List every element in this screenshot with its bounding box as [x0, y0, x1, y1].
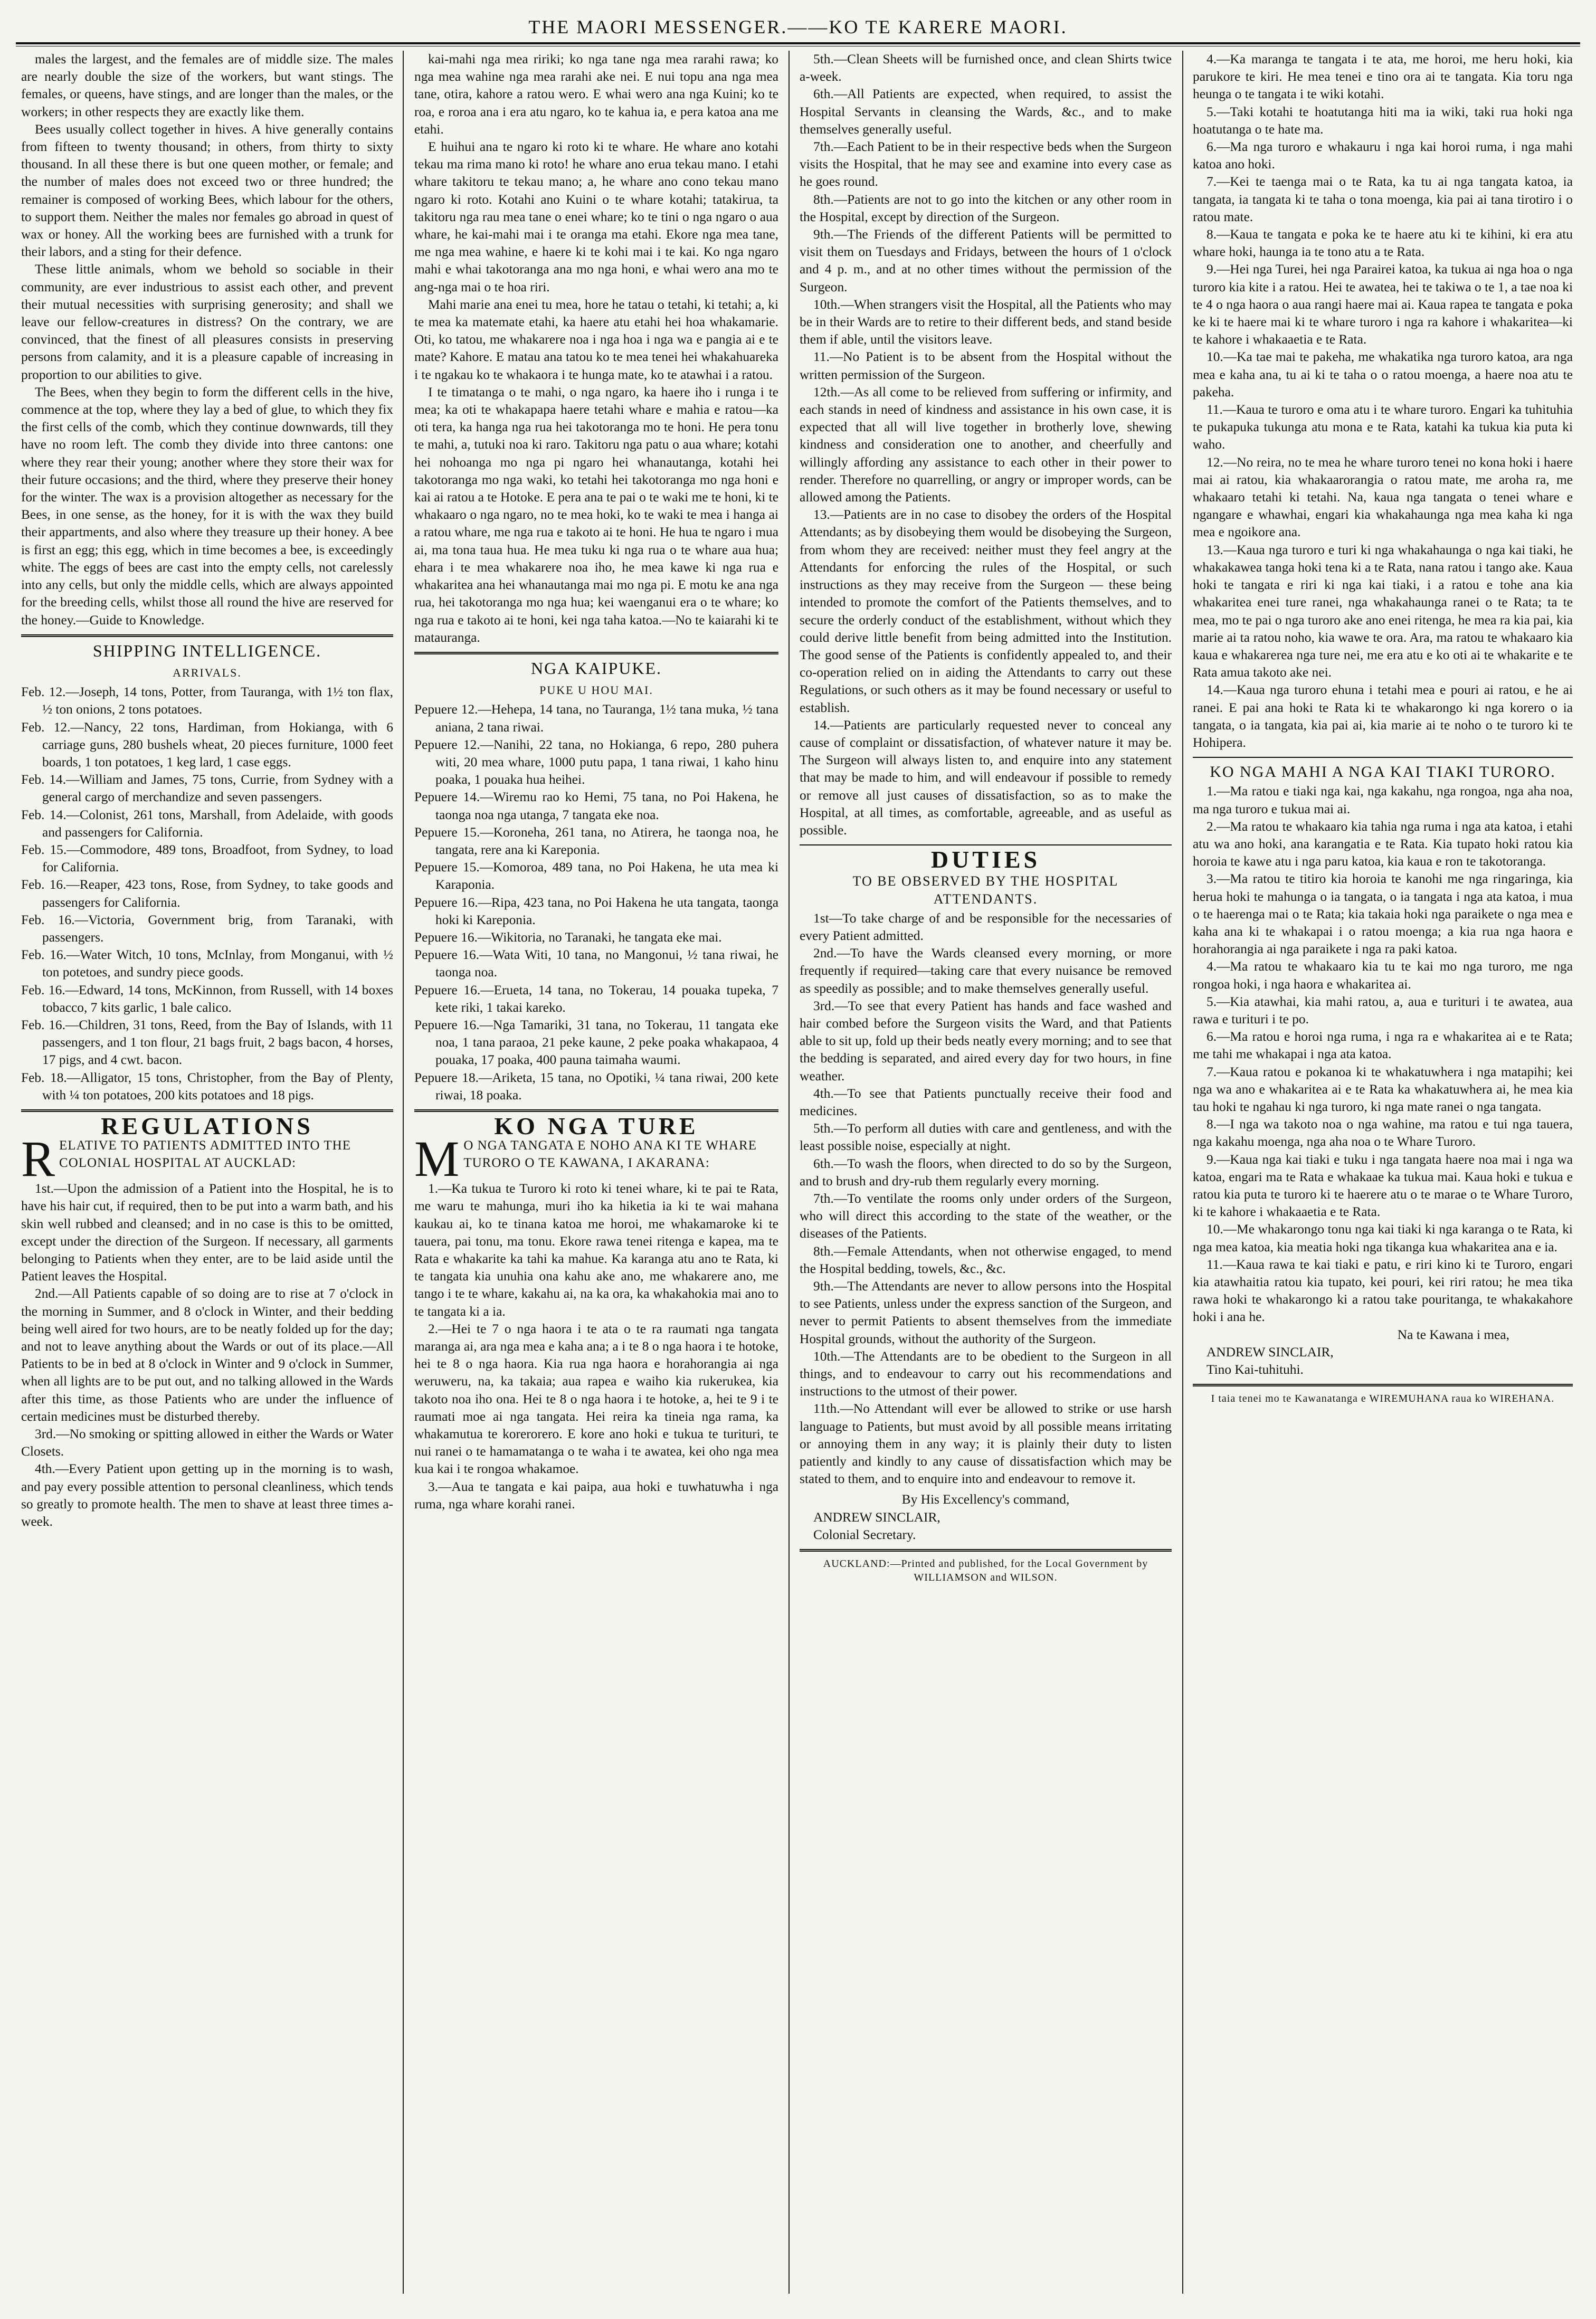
- list-item: 1.—Ma ratou e tiaki nga kai, nga kakahu, nga rongoa, nga aha noa, ma nga turoro e tukua mai ai.: [1193, 784, 1573, 816]
- column-4: [1193, 51, 1573, 1405]
- paragraph: Mahi marie ana enei tu mea, hore he tatau o tetahi, ki tetahi; a, ki te mea ka matemate etahi, ka haere atu etahi hei hoa whakamarie. Oti, ko tatou, me whakarere noa i nga hoa i nga wa e pangia ai e te mate? Kahore. E matau ana tatou ko te mea tenei hei whakahuareka i te ngakau ko te whakaora i te hunga mate, ko te atawhai i a ratou.: [414, 297, 778, 382]
- list-item: 1.—Ka tukua te Turoro ki roto ki tenei whare, ki te pai te Rata, me waru te mahunga, muri iho ka hiketia ia ki te wai mahana kaukau ai, ko te tinana katoa me horoi, me whakamaroke ki te tauera, pai tonu, ma tonu. Ekore rawa tenei ritenga e kapea, ma te Rata e whakarite ka tahi ka mahue. Ka karanga atu ano te Rata, ki te tangata kia unuhia ona kahu ake ano, me whakarere ano, me tango i te te whare, kakahu ai, na ka ora, ka whakahokia mai ano to te tangata ki a ia.: [414, 1181, 778, 1319]
- column-divider: [1182, 51, 1183, 2294]
- footer-rule: [1193, 1384, 1573, 1386]
- list-item: 11th.—No Attendant will ever be allowed to strike or use harsh language to Patients, but must avoid by all possible means irritating or annoying them in any way; it is plainly their duty to listen patiently and kindly to any cause of dissatisfaction which may be stated to them, and to enquire into and endeavour to remove it.: [800, 1401, 1172, 1487]
- ture-list: [414, 1180, 778, 1513]
- list-item: Pepuere 16.—Ripa, 423 tana, no Poi Hakena he uta tangata, taonga hoki ki Kareponia.: [414, 895, 778, 927]
- list-item: 10.—Ka tae mai te pakeha, me whakatika nga turoro katoa, ara nga mea e kaha ana, tu ai ki te taha o o ratou moenga, a haere noa atu te pakeha.: [1193, 349, 1573, 400]
- list-item: 11.—Kaua rawa te kai tiaki e patu, e riri kino ki te Turoro, engari kia atawhaitia ratou kia tupato, kei pouri, kei riri ratou; he mea tika rawa hoki te whakarongo ki a ratou take pouritanga, te whakakahore hoki i ana he.: [1193, 1257, 1573, 1325]
- paragraph: These little animals, whom we behold so sociable in their community, are ever industrious to assist each other, and prevent their mutual necessities with surprising generosity; and shall we leave our fellow-creatures in distress? On the contrary, we are convinced, that the finest of all pleasures consists in preserving persons from calamity, and it is a pleasure capable of increasing in proportion to our abilities to give.: [21, 262, 393, 382]
- list-item: 1st.—Upon the admission of a Patient into the Hospital, he is to have his hair cut, if required, then to be put into a warm bath, and his skin well rubbed and cleansed; and in no case is this to be omitted, except under the direction of the Surgeon. If necessary, all garments belonging to Patients when they enter, are to be laid aside until the Patient leaves the Hospital.: [21, 1181, 393, 1284]
- list-item: 8.—Kaua te tangata e poka ke te haere atu ki te kihini, ki era atu whare hoki, haunga ia te tono atu a te Rata.: [1193, 227, 1573, 260]
- list-item: Pepuere 12.—Hehepa, 14 tana, no Tauranga, 1½ tana muka, ½ tana aniana, 2 tana riwai.: [414, 702, 778, 735]
- duties-heading: DUTIES: [930, 846, 1041, 873]
- list-item: 4th.—To see that Patients punctually receive their food and medicines.: [800, 1086, 1172, 1118]
- list-item: 3rd.—No smoking or spitting allowed in either the Wards or Water Closets.: [21, 1427, 393, 1459]
- paragraph: Bees usually collect together in hives. A hive generally contains from fifteen to twenty thousand; in others, from thirty to sixty thousand. In all these there is but one queen mother, or female; and the number of males does not exceed two or three hundred; the remainer is composed of working Bees, which labour for the others, to support them. Neither the males nor females go abroad in quest of wax or honey. All the working bees are furnished with a trunk for their labors, and a sting for their defence.: [21, 121, 393, 260]
- list-item: 11.—Kaua te turoro e oma atu i te whare turoro. Engari ka tuhituhia te pukapuka tukunga atu mona e te Rata, katahi ka tukua kia puta ki waho.: [1193, 402, 1573, 452]
- list-item: 6th.—To wash the floors, when directed to do so by the Surgeon, and to brush and dry-rub them regularly every morning.: [800, 1156, 1172, 1189]
- list-item: 8.—I nga wa takoto noa o nga wahine, ma ratou e tui nga tauera, nga kakahu moenga, nga aha noa o te Whare Turoro.: [1193, 1117, 1573, 1149]
- list-item: Feb. 14.—William and James, 75 tons, Currie, from Sydney with a general cargo of merchandize and seven passengers.: [21, 772, 393, 805]
- list-item: 11.—No Patient is to be absent from the Hospital without the written permission of the Surgeon.: [800, 349, 1172, 382]
- list-item: 2nd.—All Patients capable of so doing are to rise at 7 o'clock in the morning in Summer, and 8 o'clock in Winter, and their bedding being well aired for two hours, are to be neatly folded up for the day; and not to leave anything about the Wards or out of its place.—All Patients to be in bed at 8 o'clock in Winter and 9 o'clock in Summer, when all lights are to be put out, and no talking allowed in the Wards after this time, as those Patients who are under the influence of certain medicines must be disturbed thereby.: [21, 1286, 393, 1424]
- list-item: Pepuere 16.—Wikitoria, no Taranaki, he tangata eke mai.: [414, 929, 722, 945]
- list-item: Feb. 16.—Victoria, Government brig, from Taranaki, with passengers.: [21, 912, 393, 945]
- bees-article: [21, 51, 393, 629]
- list-item: Feb. 15.—Commodore, 489 tons, Broadfoot, from Sydney, to load for California.: [21, 842, 393, 875]
- list-item: 9th.—The Friends of the different Patients will be permitted to visit them on Tuesdays and Fridays, between the hours of 1 o'clock and 4 p. m., and at no other times without the permission of the Surgeon.: [800, 227, 1172, 294]
- list-item: 4th.—Every Patient upon getting up in the morning is to wash, and pay every possible attention to personal cleanliness, which tends so greatly to promote health. The men to shave at least three times a-week.: [21, 1461, 393, 1529]
- drop-cap: R: [21, 1137, 55, 1181]
- ture-subtitle: O NGA TANGATA E NOHO ANA KI TE WHARE TURORO O TE KAWANA, I AKARANA:: [463, 1138, 757, 1171]
- imprint: I taia tenei mo te Kawanatanga e WIREMUHANA raua ko WIREHANA.: [1211, 1393, 1555, 1405]
- regulations-heading: REGULATIONS: [101, 1112, 314, 1139]
- paragraph: The Bees, when they begin to form the different cells in the hive, commence at the top, where they lay a bed of glue, to which they fix the first cells of the comb, which they continue downwards, till they have no room left. The comb they divide into three cantons: one where they rear their young; another where they store their wax for their future occasions; and the third, where they preserve their honey for the winter. The wax is a provision altogether as necessary for the Bees, in one sense, as the honey, for it is with the wax they build their appartments, and also where they treasure up their honey. A bee is first an egg; this egg, which in time becomes a bee, is exceedingly white. The eggs of bees are cast into the empty cells, not carelessly into any cells, but only the middle cells, which are always appointed for the breeding cells, whilst those all round the hive are reserved for the honey.—Guide to Knowledge.: [21, 384, 393, 628]
- column-divider: [403, 51, 404, 2294]
- list-item: 10th.—The Attendants are to be obedient to the Surgeon in all things, and to endeavour to carry out his recommendations and instructions to the utmost of their power.: [800, 1348, 1172, 1399]
- list-item: Pepuere 15.—Koroneha, 261 tana, no Atirera, he taonga noa, he tangata, rere ana ki Kareponia.: [414, 824, 778, 857]
- list-item: 4.—Ma ratou te whakaaro kia tu te kai mo nga turoro, me nga rongoa hoki, i nga haora e whakaritea ai.: [1193, 959, 1573, 992]
- list-item: 5th.—Clean Sheets will be furnished once, and clean Shirts twice a-week.: [800, 52, 1172, 84]
- regulations-subtitle: ELATIVE TO PATIENTS ADMITTED INTO THE COLONIAL HOSPITAL AT AUCKLAD:: [59, 1138, 351, 1171]
- list-item: 13.—Patients are in no case to disobey the orders of the Hospital Attendants; as by disobeying them would be disobeying the Surgeon, from whom they are received: neither must they feel angry at the Attendants for enforcing the rules of the Hospital, or such instructions as they may receive from the Surgeon — these being intended to promote the comfort of the Patients themselves, and to secure the orderly conduct of the establishment, without which they could derive little benefit from being admitted into the Institution. The good sense of the Patients is confidently appealed to, and their co-operation relied on in aiding the Attendants to carry out these Regulations, or such others as it may be found necessary or useful to establish.: [800, 507, 1172, 715]
- mahi-heading: KO NGA MAHI A NGA KAI TIAKI TURORO.: [1210, 763, 1556, 781]
- mahi-list: [1193, 783, 1573, 1326]
- list-item: 7th.—Each Patient to be in their respective beds when the Surgeon visits the Hospital, that he may see and examine into every case as he goes round.: [800, 139, 1172, 189]
- list-item: 8th.—Patients are not to go into the kitchen or any other room in the Hospital, except by direction of the Surgeon.: [800, 192, 1172, 224]
- list-item: Pepuere 12.—Nanihi, 22 tana, no Hokianga, 6 repo, 280 puhera witi, 20 mea whare, 1000 putu papa, 1 tana riwai, 1 kaho hinu poaka, 1 pouaka hua heihei.: [414, 737, 778, 787]
- closing-line: Na te Kawana i mea,: [1397, 1327, 1509, 1342]
- kaipuke-label: PUKE U HOU MAI.: [539, 683, 653, 697]
- list-item: 9.—Hei nga Turei, hei nga Parairei katoa, ka tukua ai nga hoa o nga turoro kia kite i a ratou. Hei te awatea, hei te takiwa o te 1, a tae noa ki te 4 o nga haora o aua rangi haere mai ai. Kaua rapea te tangata e poka ke ki te haere mai ki te whare turoro i nga ra kahore i whakaritea—ki te kahore i whakaaetia e te Rata.: [1193, 262, 1573, 347]
- list-item: 4.—Ka maranga te tangata i te ata, me horoi, me heru hoki, kia parukore te kiri. He mea tenei e tino ora ai te tangata. Kia toru nga heunga o te tangata i te wiki kotahi.: [1193, 52, 1573, 102]
- list-item: Feb. 16.—Reaper, 423 tons, Rose, from Sydney, to take goods and passengers for California.: [21, 877, 393, 910]
- arrivals-list: [21, 683, 393, 1104]
- list-item: 7.—Kei te taenga mai o te Rata, ka tu ai nga tangata katoa, ia tangata, ia tangata ki te taha o tona moenga, kia pai ai tana tirotiro i o ratou mate.: [1193, 174, 1573, 224]
- header-rule: [16, 42, 1580, 46]
- list-item: 9.—Kaua nga kai tiaki e tuku i nga tangata haere noa mai i nga wa katoa, engari ma te Rata e whakaae ka tukua mai. Kaua hoki e tukua e ratou kia puta te turoro ki te haerere atu o te marae o te Whare Turoro, ki te kahore i whakaaetia e te Rata.: [1193, 1152, 1573, 1220]
- list-item: 5.—Kia atawhai, kia mahi ratou, a, aua e turituri i te awatea, aua rawa e turituri i te po.: [1193, 994, 1573, 1027]
- regulations-list: [21, 1180, 393, 1531]
- duties-list: [800, 910, 1172, 1488]
- column-1: [21, 51, 393, 1531]
- list-item: Pepuere 16.—Wata Witi, 10 tana, no Mangonui, ½ tana riwai, he taonga noa.: [414, 947, 778, 980]
- column-divider: [788, 51, 790, 2294]
- paragraph: males the largest, and the females are of middle size. The males are nearly double the size of the workers, but want stings. The females, or queens, have stings, and are longer than the males, or the workers; in other respects they are exactly like them.: [21, 52, 393, 119]
- footer-rule: [800, 1549, 1172, 1552]
- list-item: 8th.—Female Attendants, when not otherwise engaged, to mend the Hospital bedding, towels, &c., &c.: [800, 1243, 1172, 1276]
- list-item: Feb. 16.—Water Witch, 10 tons, McInlay, from Monganui, with ½ ton potetoes, and sundry piece goods.: [21, 947, 393, 980]
- list-item: Feb. 12.—Nancy, 22 tons, Hardiman, from Hokianga, with 6 carriage guns, 280 bushels wheat, 20 pieces furniture, 1000 feet boards, 1 ton potatoes, 1 keg lard, 1 case eggs.: [21, 719, 393, 769]
- list-item: 14.—Patients are particularly requested never to conceal any cause of complaint or dissatisfaction, of whatever nature it may be. The Surgeon will always listen to, and enquire into any statement that may be made to him, and will endeavour if possible to remedy or remove all just causes of dissatisfaction, so as to make the Hospital, at all times, as comfortable, agreeable, and as useful as possible.: [800, 717, 1172, 838]
- list-item: 10.—Me whakarongo tonu nga kai tiaki ki nga karanga o te Rata, ki nga mea katoa, kia meatia hoki nga tikanga kua whakaritea ana e ia.: [1193, 1222, 1573, 1254]
- list-item: 6.—Ma nga turoro e whakauru i nga kai horoi ruma, i nga mahi katoa ano hoki.: [1193, 139, 1573, 172]
- signature-title: Colonial Secretary.: [813, 1527, 916, 1542]
- list-item: 12.—No reira, no te mea he whare turoro tenei no kona hoki i haere mai ai ratou, kia whakaarorangia o ratou mate, me aroha ra, me whakaaro tetahi ki tetahi. Na, kaua nga tangata o tenei whare e ngangare e whawhai, engari kia whakahaunga nga mea kaha ki nga mea e ngoikore ana.: [1193, 454, 1573, 540]
- regulations-continued: [800, 51, 1172, 839]
- kaipuke-heading: NGA KAIPUKE.: [531, 658, 662, 678]
- paragraph: E huihui ana te ngaro ki roto ki te whare. He whare ano kotahi tekau ma rima mano ki roto! he whare ano erua tekau mano. I etahi whare takitoru te tekau mano; a, he whare ano cono tekau mano ngaro ki roto. Kotahi ano Kuini o te whare kotahi; tatakirua, ta takitoru nga rau mea tane o enei whare; ko te tini o nga ngaro o aua whare, he kai-mahi mai i te oranga ma etahi. Ekore nga mea tane, me nga mea wahine, e haere ki te kohi mai i te kai. Ko nga ngaro mahi e whai takotoranga ana mo nga honi, e whai wero ana mo te ang-nga mai o te hoa riri.: [414, 139, 778, 294]
- maori-bees-article: [414, 51, 778, 647]
- paragraph: I te timatanga o te mahi, o nga ngaro, ka haere iho i runga i te mea; ka oti te whakapapa haere tetahi whare e mahia e ratou—ka oti tera, ka hanga nga rua hei takotoranga mo te honi. He pera tonu te mahi, a, tutuki noa ki raro. Takitoru nga patu o aua whare; kotahi hei nohoanga mo nga pi ngaro hei whanautanga, kotahi hei takotoranga mo nga waki, ko tetahi hei takotoranga mo nga honi e kai ai ratou a te Hotoke. E pera ana te pai o te waki me te honi, ki te whakaaro o nga ngaro, no te mea hoki, ko te waki te mea i hanga ai a ratou whare, me nga rua e takoto ai te honi. He hua te ngaro i mua ai, ma tona taua hua. He mea tuku ki nga rua o te whare aua hua; ehara i te mea whakarere noa iho, he mea kawe ki nga rua e whakaritea ana hei whanautanga mai mo nga pi. E motu ke ana nga rua, hei takotoranga mo nga hua; kei waenganui era o te whare; ko nga rua e takoto ai te honi, kei nga taha katoa.—No te kaiarahi ki te matauranga.: [414, 384, 778, 645]
- list-item: 10th.—When strangers visit the Hospital, all the Patients who may be in their Wards are to retire to their different beds, and stand beside them if able, until the visitors leave.: [800, 297, 1172, 347]
- section-rule: [21, 1109, 393, 1112]
- list-item: 5.—Taki kotahi te hoatutanga hiti ma ia wiki, taki rua hoki nga hoatutanga o te hate ma.: [1193, 104, 1573, 137]
- section-rule: [800, 844, 1172, 845]
- list-item: Pepuere 18.—Ariketa, 15 tana, no Opotiki, ¼ tana riwai, 200 kete riwai, 18 poaka.: [414, 1070, 778, 1103]
- list-item: Feb. 12.—Joseph, 14 tons, Potter, from Tauranga, with 1½ ton flax, ½ ton onions, 2 tons potatoes.: [21, 685, 393, 717]
- column-3: [800, 51, 1172, 1584]
- ture-continued: [1193, 51, 1573, 752]
- list-item: 2.—Hei te 7 o nga haora i te ata o te ra raumati nga tangata maranga ai, ara nga mea e kaha ana; a i te 8 o nga haora i te hotoke, hei te 8 o nga haora. Kia rua nga haora e horahorangia ai nga weruweru, na, ka takaia; aua rapea e waiho kia rukerukea, kia takoto noa iho ona. Hei te 8 o nga haora i te hotoke, a, hei te 9 i te raumati moe ai nga tangata. Hei reira ka tineia nga rama, ka whakamutua te korerorero. E kore ano hoki e tukua te turituri, te nui ranei o te hamamatanga o te waha i te awatea, kei oho nga mea kua kai i te rongoa whakamoe.: [414, 1321, 778, 1477]
- list-item: 14.—Kaua nga turoro ehuna i tetahi mea e pouri ai ratou, e he ai ranei. E pai ana hoki te Rata ki te whakarongo ki nga korero o ia tangata, o ia tangata, kia pai ai, kia marie ai te noho o te turoro ki te Hohipera.: [1193, 682, 1573, 750]
- command-line: By His Excellency's command,: [901, 1492, 1070, 1507]
- kaipuke-list: [414, 701, 778, 1104]
- column-2: [414, 51, 778, 1513]
- section-rule: [414, 1109, 778, 1112]
- list-item: Feb. 18.—Alligator, 15 tons, Christopher, from the Bay of Plenty, with ¼ ton potatoes, 200 kits potatoes and 18 pigs.: [21, 1070, 393, 1103]
- list-item: 9th.—The Attendants are never to allow persons into the Hospital to see Patients, unless under the express sanction of the Surgeon, and never to permit Patients to absent themselves from the immediate Hospital grounds, without the authority of the Surgeon.: [800, 1279, 1172, 1346]
- section-rule: [414, 652, 778, 654]
- regulations-subtitle-block: [21, 1137, 393, 1180]
- section-rule: [1193, 757, 1573, 758]
- signature-name: ANDREW SINCLAIR,: [813, 1509, 940, 1525]
- list-item: Feb. 16.—Children, 31 tons, Reed, from the Bay of Islands, with 11 passengers, and 1 ton flour, 21 bags fruit, 2 bags bacon, 4 horses, 17 pigs, and 4 cwt. bacon.: [21, 1017, 393, 1068]
- list-item: 3.—Aua te tangata e kai paipa, aua hoki e tuwhatuwha i nga ruma, nga whare korahi ranei.: [414, 1479, 778, 1512]
- paragraph: kai-mahi nga mea ririki; ko nga tane nga mea rarahi rawa; ko nga mea wahine nga mea rarahi ake nei. E nui topu ana nga mea tane, otira, kahore a ratou wero. E whai wero ana nga Kuini; ko te roa, e roroa ana i era atu ngaro, ko te kahua ia, e pera katoa ana me etahi.: [414, 52, 778, 137]
- section-rule: [21, 634, 393, 637]
- list-item: 2.—Ma ratou te whakaaro kia tahia nga ruma i nga ata katoa, i etahi atu wa ano hoki, ana karangatia e te Rata. Kia tupato hoki ratou kia horoia te kawe atu i nga paru katoa, kia kaua e ron te takotoranga.: [1193, 819, 1573, 869]
- signature-title: Tino Kai-tuhituhi.: [1206, 1362, 1304, 1377]
- list-item: 2nd.—To have the Wards cleansed every morning, or more frequently if required—taking care that every nuisance be removed as speedily as possible; and to make themselves generally useful.: [800, 946, 1172, 996]
- list-item: Pepuere 16.—Nga Tamariki, 31 tana, no Tokerau, 11 tangata eke noa, 1 tana paraoa, 21 peke kaune, 2 peke poaka whakapaoa, 4 pouaka, 17 poaka, 400 pauna taimaha waumi.: [414, 1017, 778, 1068]
- ture-heading: KO NGA TURE: [494, 1112, 699, 1139]
- list-item: 6.—Ma ratou e horoi nga ruma, i nga ra e whakaritea ai e te Rata; me tahi me whakapai i nga ata katoa.: [1193, 1029, 1573, 1062]
- list-item: 7.—Kaua ratou e pokanoa ki te whakatuwhera i nga matapihi; kei nga wa ano e whakaritea ai e te Rata ka whakatuwhera ai, he mea kia tau hoki te ngahau ki nga turoro, ki nga mate ranei o nga tangata.: [1193, 1064, 1573, 1114]
- signature-name: ANDREW SINCLAIR,: [1206, 1344, 1334, 1360]
- masthead: THE MAORI MESSENGER.——KO TE KARERE MAORI.: [528, 16, 1068, 37]
- list-item: 12th.—As all come to be relieved from suffering or infirmity, and each stands in need of kindness and assistance in his own case, it is expected that all will live together in brotherly love, shewing kindness and consideration one to another, and cheerfully and willingly affording any assistance to each other in their power to render. Therefore no quarrelling, or angry or improper words, can be allowed among the Patients.: [800, 384, 1172, 505]
- ture-subtitle-block: [414, 1137, 778, 1180]
- duties-subtitle: TO BE OBSERVED BY THE HOSPITAL ATTENDANTS.: [852, 873, 1119, 907]
- list-item: 3.—Ma ratou te titiro kia horoia te kanohi me nga ringaringa, kia herua hoki te mahunga o ia tangata, o ia tangata i nga ata katoa, i mua o te haerenga mai o te Rata; kia takaia hoki nga paraikete o nga mea e kaha ana ki te whakapai i o ratou moenga; a kia rua nga haora e horahorangia ai nga paraikete i nga ra paki katoa.: [1193, 871, 1573, 957]
- shipping-heading: SHIPPING INTELLIGENCE.: [92, 641, 322, 660]
- list-item: Pepuere 15.—Komoroa, 489 tana, no Poi Hakena, he uta mea ki Karaponia.: [414, 860, 778, 892]
- list-item: 7th.—To ventilate the rooms only under orders of the Surgeon, who will direct this according to the state of the weather, or the diseases of the Patients.: [800, 1191, 1172, 1241]
- list-item: 6th.—All Patients are expected, when required, to assist the Hospital Servants in cleansing the Wards, &c., and to make themselves generally useful.: [800, 87, 1172, 137]
- list-item: 5th.—To perform all duties with care and gentleness, and with the least possible noise, especially at night.: [800, 1121, 1172, 1154]
- list-item: 3rd.—To see that every Patient has hands and face washed and hair combed before the Surgeon visits the Ward, and that Patients able to sit up, fold up their beds neatly every morning; and to see that the bedding is separated, and aired every day for two hours, in fine weather.: [800, 998, 1172, 1084]
- arrivals-label: ARRIVALS.: [173, 666, 242, 679]
- list-item: 13.—Kaua nga turoro e turi ki nga whakahaunga o nga kai tiaki, he whakakawea tanga hoki tena ki a te Rata, nana ratou i tango ake. Kaua hoki te tangata e riri ki nga kai tiaki, i a ratou e tohe ana kia whakaritea enei ture ranei, nga whakahaunga ranei o te Rata; ta te mea, mo te pai o nga turoro ake ano enei ritenga, he mea ra kia pai, kia marie ai ta ratou noho, kia wawe te ora. Ara, ma ratou te whakaaro kia kaua e whakarerea nga ture nei, me era atu e ko oti ai te whakarite e te Rata amua takoto ake nei.: [1193, 542, 1573, 680]
- list-item: Pepuere 14.—Wiremu rao ko Hemi, 75 tana, no Poi Hakena, he taonga noa nga utanga, 7 tangata eke noa.: [414, 790, 778, 822]
- list-item: Feb. 14.—Colonist, 261 tons, Marshall, from Adelaide, with goods and passengers for California.: [21, 807, 393, 840]
- list-item: 1st—To take charge of and be responsible for the necessaries of every Patient admitted.: [800, 910, 1172, 943]
- imprint: AUCKLAND:—Printed and published, for the Local Government by WILLIAMSON and WILSON.: [823, 1558, 1148, 1584]
- list-item: Pepuere 16.—Erueta, 14 tana, no Tokerau, 14 pouaka tupeka, 7 kete riki, 1 takai kareko.: [414, 982, 778, 1015]
- list-item: Feb. 16.—Edward, 14 tons, McKinnon, from Russell, with 14 boxes tobacco, 7 kits garlic, 1 bale calico.: [21, 982, 393, 1015]
- drop-cap: M: [414, 1137, 460, 1181]
